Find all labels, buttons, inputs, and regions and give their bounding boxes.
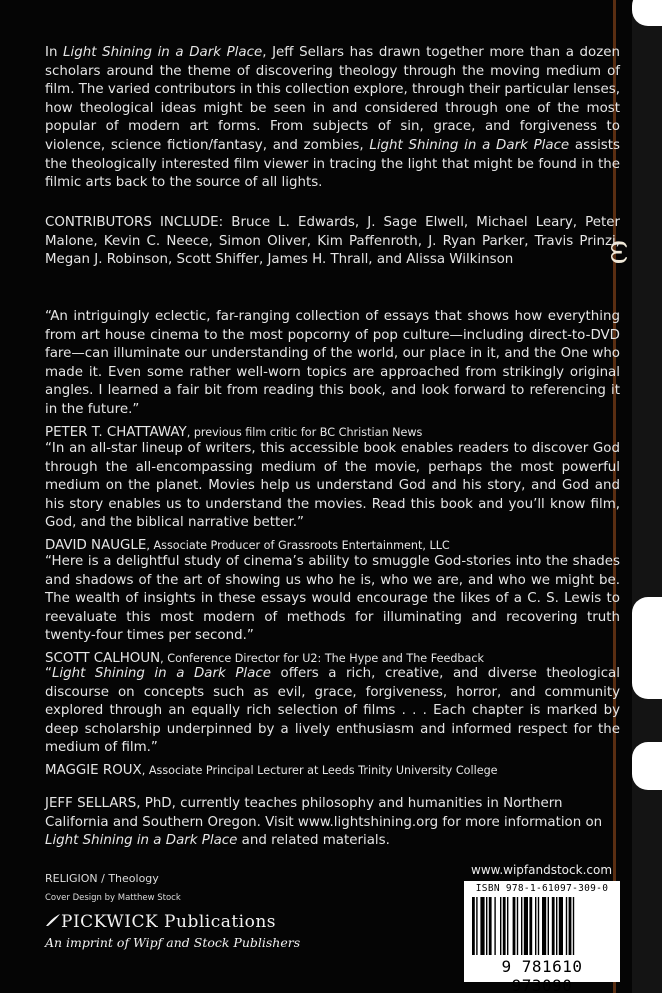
author-bio-text: , PhD, currently teaches philosophy and humanities in Northern California and Southern Oregon. Visit www.lightshining.org for more information on xyxy=(45,796,603,830)
isbn-barcode xyxy=(464,881,620,993)
blurb-end: assists the theologically interested film viewer in tracing the light that might be found in the filmic arts back to the source of all lights. xyxy=(45,137,620,191)
category-label: RELIGION / Theology xyxy=(45,872,159,885)
film-sprocket-hole-lower xyxy=(632,742,662,790)
quill-icon xyxy=(45,912,61,932)
endorsement-1 xyxy=(45,308,620,442)
endorser-role: , Conference Director for U2: The Hype and The Feedback xyxy=(160,651,485,665)
barcode-bar xyxy=(559,897,563,955)
barcode-bar xyxy=(517,897,518,955)
barcode-digits: 9 781610 973090 xyxy=(501,957,583,993)
author-bio xyxy=(45,795,620,851)
barcode-bar xyxy=(569,897,572,955)
barcode-bar xyxy=(524,897,528,955)
barcode-bar xyxy=(529,897,532,955)
barcode-bar xyxy=(556,897,557,955)
endorsement-2 xyxy=(45,440,620,556)
endorser-role: , previous film critic for BC Christian News xyxy=(186,425,423,439)
blurb-intro: In xyxy=(45,45,64,60)
contributors-label: CONTRIBUTORS INCLUDE: xyxy=(45,215,224,230)
barcode-bar xyxy=(489,897,492,955)
isbn-label: ISBN 978-1-61097-309-0 xyxy=(475,883,609,894)
barcode-bar xyxy=(476,897,477,955)
barcode-bar xyxy=(500,897,501,955)
barcode-bar xyxy=(573,897,574,955)
barcode-bar xyxy=(521,897,522,955)
barcode-bar xyxy=(542,897,546,955)
cover-design-credit: Cover Design by Matthew Stock xyxy=(45,893,181,903)
publisher-website: www.wipfandstock.com xyxy=(471,863,613,877)
barcode-bar xyxy=(503,897,506,955)
endorsement-3 xyxy=(45,553,620,669)
book-blurb xyxy=(45,44,620,193)
blurb-book-title-2: Light Shining in a Dark Place xyxy=(369,137,570,153)
barcode-bar xyxy=(513,897,516,955)
author-name: JEFF SELLARS xyxy=(45,796,137,811)
barcode-bar xyxy=(472,897,475,955)
barcode-bar xyxy=(507,897,508,955)
author-bio-end: and related materials. xyxy=(237,833,390,849)
endorsement-4 xyxy=(45,665,620,781)
barcode-bar xyxy=(535,897,536,955)
barcode-bar xyxy=(566,897,567,955)
endorser-role: , Associate Producer of Grassroots Entertainment, LLC xyxy=(146,538,450,552)
film-sprocket-hole xyxy=(632,597,662,699)
barcode-bar xyxy=(486,897,487,955)
barcode-bars xyxy=(470,897,614,955)
blurb-book-title: Light Shining in a Dark Place xyxy=(63,45,263,60)
endorsement-quote: “Here is a delightful study of cinema’s ability to smuggle God-stories into the shades and shadows of the art of showing us who he is, who we are, and who we might be. The wealth of insights in these essays would encourage the likes of a C. S. Lewis to reevaluate this most modern of methods for illuminating and recovering truth twenty-four times per second.” xyxy=(45,554,620,644)
publisher-name: PICKWICK Publications xyxy=(61,912,277,932)
endorser-name: PETER T. CHATTAWAY xyxy=(45,424,187,440)
publisher-imprint: An imprint of Wipf and Stock Publishers xyxy=(45,935,301,950)
endorsement-quote: “An intriguingly eclectic, far-ranging collection of essays that shows how everything from art house cinema to the most popcorny of pop culture—including direct-to-DVD fare—can illuminate our understanding of the world, our place in it, and the One who made it. Even some rather well-worn topics are approached from strikingly original angles. I learned a fair bit from reading this book, and look forward to referencing it in the future.” xyxy=(45,309,620,417)
endorsement-quote-open: “ xyxy=(45,666,52,681)
barcode-bar xyxy=(538,897,539,955)
blurb-body: , Jeff Sellars has drawn together more than a dozen scholars around the theme of discovering theology through the moving medium of film. The varied contributors in this collection explore, through their particular lenses, how theological ideas might be seen in and considered through one of the most popular of modern art forms. From subjects of sin, grace, and forgiveness to violence, science fiction/fantasy, and zombies, xyxy=(45,45,620,153)
contributors-list xyxy=(45,214,620,270)
barcode-bar xyxy=(548,897,549,955)
endorser-name: SCOTT CALHOUN xyxy=(45,650,161,666)
contributors-names: Bruce L. Edwards, J. Sage Elwell, Michael Leary, Peter Malone, Kevin C. Neece, Simon Oliver, Kim Paffenroth, J. Ryan Parker, Travis Prinzi, Megan J. Robinson, Scott Shiffer, James H. Thrall, and Alissa Wilkinson xyxy=(45,215,620,268)
author-bio-book-title: Light Shining in a Dark Place xyxy=(45,833,238,849)
barcode-bar xyxy=(480,897,484,955)
barcode-bar xyxy=(494,897,495,955)
endorser-name: MAGGIE ROUX xyxy=(45,762,142,778)
barcode-bar xyxy=(552,897,555,955)
endorsement-book-title: Light Shining in a Dark Place xyxy=(51,666,271,681)
endorser-role: , Associate Principal Lecturer at Leeds Trinity University College xyxy=(141,763,498,777)
publisher-logo xyxy=(45,912,300,950)
film-strip xyxy=(632,0,662,993)
spine-title-fragment: ω xyxy=(603,240,638,265)
endorsement-quote: offers a rich, creative, and diverse theological discourse on concepts such as evil, grace, forgiveness, horror, and community explored through an equally rich selection of films . . . Each chapter is marked by deep scholarship underpinned by a lively enthusiasm and informed respect for the medium of film.” xyxy=(45,666,620,756)
endorsement-quote: “In an all-star lineup of writers, this accessible book enables readers to discover God through the all-encompassing medium of the movie, perhaps the most powerful medium on the planet. Movies help us understand God and his story, and God and his story enables us to understand the movies. Read this book and you’ll know film, God, and the biblical narrative better.” xyxy=(45,441,620,531)
endorser-name: DAVID NAUGLE xyxy=(45,537,147,553)
